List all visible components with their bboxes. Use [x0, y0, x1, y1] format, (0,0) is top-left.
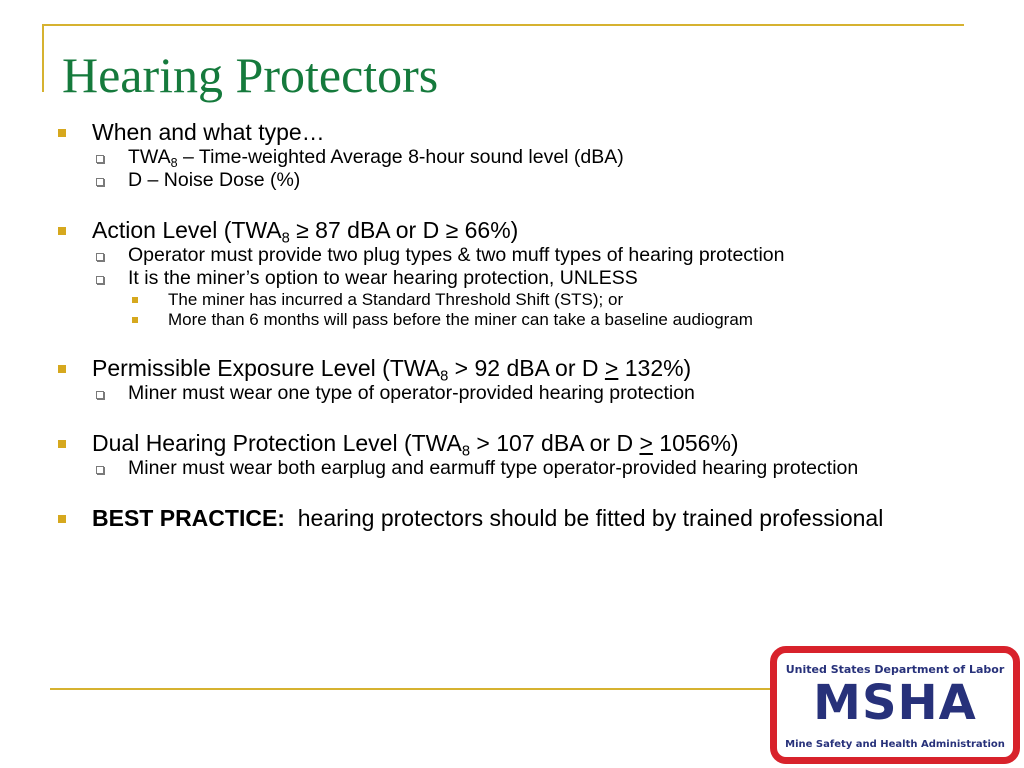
bullet-best-practice: [50, 504, 962, 532]
twa-subscript: 8: [170, 155, 178, 170]
spacer: [50, 330, 962, 354]
sub-bullet-miner-option: [50, 267, 962, 290]
logo-agency-text: Mine Safety and Health Administration: [785, 739, 1005, 750]
pel-prefix: Permissible Exposure Level (TWA: [92, 355, 441, 381]
sub-bullet-operator-provide: [50, 244, 962, 267]
dual-subscript: 8: [461, 443, 471, 460]
sub-bullet-twa8: [50, 146, 962, 169]
pel-operator: >: [604, 355, 619, 381]
top-accent-line: [42, 24, 964, 26]
msha-logo: [770, 646, 1020, 764]
sub-bullet-one-type: [50, 382, 962, 405]
bullet-when-what-type: [50, 118, 962, 146]
dual-operator: >: [639, 430, 653, 456]
bullet-text: Miner must wear both earplug and earmuff type operator-provided hearing protection: [128, 457, 859, 479]
twa-definition: – Time-weighted Average 8-hour sound level (dBA): [177, 146, 624, 168]
bottom-accent-line: [50, 688, 772, 690]
best-practice-text: hearing protectors should be fitted by trained professional: [297, 505, 884, 531]
bullet-text: When and what type…: [92, 119, 325, 145]
bullet-dual-protection-level: [50, 429, 962, 460]
logo-department-text: United States Department of Labor: [785, 663, 1005, 676]
dual-prefix: Dual Hearing Protection Level (TWA: [92, 430, 462, 456]
slide-body: [50, 118, 962, 532]
bullet-text: Operator must provide two plug types & two muff types of hearing protection: [128, 244, 785, 266]
bullet-action-level: [50, 216, 962, 247]
pel-mid: > 92 dBA or D: [448, 355, 605, 381]
left-accent-line: [42, 24, 44, 92]
spacer: [50, 405, 962, 429]
dual-mid: > 107 dBA or D: [470, 430, 640, 456]
bullet-text: It is the miner’s option to wear hearing protection, UNLESS: [128, 267, 638, 289]
sub-bullet-both-types: [50, 457, 962, 480]
dual-suffix: 1056%): [652, 430, 739, 456]
action-suffix: ≥ 87 dBA or D ≥ 66%): [289, 217, 519, 243]
bullet-text: More than 6 months will pass before the miner can take a baseline audiogram: [168, 310, 753, 329]
slide-title: Hearing Protectors: [62, 47, 439, 103]
bullet-text: Miner must wear one type of operator-provided hearing protection: [128, 382, 695, 404]
sub-sub-bullet-sts: [50, 290, 962, 310]
spacer: [50, 192, 962, 216]
action-prefix: Action Level (TWA: [92, 217, 282, 243]
twa-prefix: TWA: [128, 146, 171, 168]
bullet-text: The miner has incurred a Standard Threshold Shift (STS); or: [168, 290, 624, 309]
sub-bullet-dose: [50, 169, 962, 192]
spacer: [50, 480, 962, 504]
pel-suffix: 132%): [618, 355, 692, 381]
best-practice-label: BEST PRACTICE:: [92, 505, 285, 531]
bullet-permissible-exposure-level: [50, 354, 962, 385]
pel-subscript: 8: [440, 368, 449, 385]
dose-definition: D – Noise Dose (%): [128, 169, 301, 191]
action-subscript: 8: [281, 230, 290, 247]
logo-acronym: MSHA: [813, 675, 977, 731]
sub-sub-bullet-audiogram: [50, 310, 962, 330]
